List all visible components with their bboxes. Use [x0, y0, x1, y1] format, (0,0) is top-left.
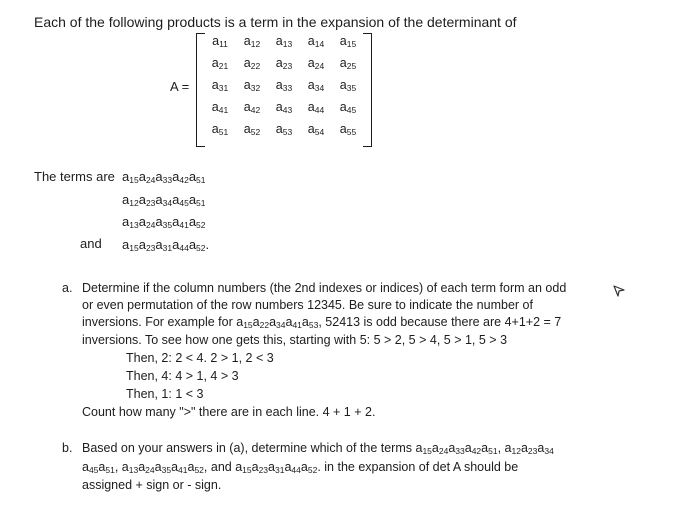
part-a-count: Count how many ">" there are in each line. 4 + 1 + 2.	[82, 405, 376, 419]
matrix-entry: $a_{33}$	[275, 78, 293, 93]
intro-text: Each of the following products is a term in the expansion of the determinant of	[34, 14, 517, 30]
matrix-entry: $a_{44}$	[307, 100, 325, 115]
matrix-entry: $a_{43}$	[275, 100, 293, 115]
matrix-entry: $a_{13}$	[275, 34, 293, 49]
matrix-entry: $a_{23}$	[275, 56, 293, 71]
matrix-entry: $a_{42}$	[243, 100, 261, 115]
matrix-entry: $a_{32}$	[243, 78, 261, 93]
part-a-then2: Then, 2: 2 < 4. 2 > 1, 2 < 3	[126, 351, 274, 365]
matrix-entry: $a_{31}$	[211, 78, 229, 93]
part-a-then4: Then, 4: 4 > 1, 4 > 3	[126, 369, 239, 383]
matrix-entry: $a_{51}$	[211, 122, 229, 137]
matrix-entry: $a_{53}$	[275, 122, 293, 137]
term-product: $a_{15}a_{24}a_{33}a_{42}a_{51}$	[122, 169, 206, 185]
part-a-line4: inversions. To see how one gets this, starting with 5: 5 > 2, 5 > 4, 5 > 1, 5 > 3	[82, 333, 508, 347]
matrix-right-bracket	[363, 33, 372, 147]
part-a-line1: Determine if the column numbers (the 2nd indexes or indices) of each term form an odd	[82, 281, 567, 295]
part-a-then1: Then, 1: 1 < 3	[126, 387, 204, 401]
matrix-entry: $a_{25}$	[339, 56, 357, 71]
matrix-label: A =	[170, 79, 190, 94]
cursor-arrow-icon	[612, 284, 626, 298]
term-product: $a_{15}a_{23}a_{31}a_{44}a_{52}$.	[122, 236, 210, 253]
matrix-entry: $a_{55}$	[339, 122, 357, 137]
matrix-entry: $a_{34}$	[307, 78, 325, 93]
part-b-line2: $a_{45}a_{51}$, $a_{13}a_{24}a_{35}a_{41}a_{52}$, and $a_{15}a_{23}a_{31}a_{44}a_{52}$. in the expansion of det A should be	[82, 460, 519, 475]
matrix-entry: $a_{35}$	[339, 78, 357, 93]
part-a-letter: a.	[62, 281, 73, 295]
term-product: $a_{13}a_{24}a_{35}a_{41}a_{52}$	[122, 214, 206, 230]
part-a-line2: or even permutation of the row numbers 12345. Be sure to indicate the number of	[82, 298, 533, 312]
part-b-line1: Based on your answers in (a), determine which of the terms $a_{15}a_{24}a_{33}a_{42}a_{51}$, $a_{12}a_{23}a_{34}$	[82, 441, 554, 456]
terms-and: and	[80, 236, 102, 251]
matrix-entry: $a_{45}$	[339, 100, 357, 115]
matrix-entry: $a_{11}$	[212, 34, 228, 49]
terms-prefix: The terms are	[34, 169, 115, 184]
matrix-entry: $a_{24}$	[307, 56, 325, 71]
matrix-entry: $a_{14}$	[307, 34, 325, 49]
term-product: $a_{12}a_{23}a_{34}a_{45}a_{51}$	[122, 191, 206, 208]
matrix-entry: $a_{22}$	[243, 56, 261, 71]
matrix-entry: $a_{54}$	[307, 122, 325, 137]
matrix-entry: $a_{12}$	[243, 34, 261, 49]
matrix-entry: $a_{21}$	[211, 56, 229, 71]
matrix-entry: $a_{52}$	[243, 122, 261, 137]
matrix-entry: $a_{15}$	[339, 34, 357, 49]
part-a-line3: inversions. For example for $a_{15}a_{22}a_{34}a_{41}a_{53}$, 52413 is odd because there are 4+1+2 = 7	[82, 315, 562, 330]
part-b-letter: b.	[62, 441, 73, 455]
matrix-left-bracket	[196, 33, 205, 147]
matrix-entry: $a_{41}$	[211, 100, 229, 115]
part-b-line3: assigned + sign or - sign.	[82, 478, 222, 492]
